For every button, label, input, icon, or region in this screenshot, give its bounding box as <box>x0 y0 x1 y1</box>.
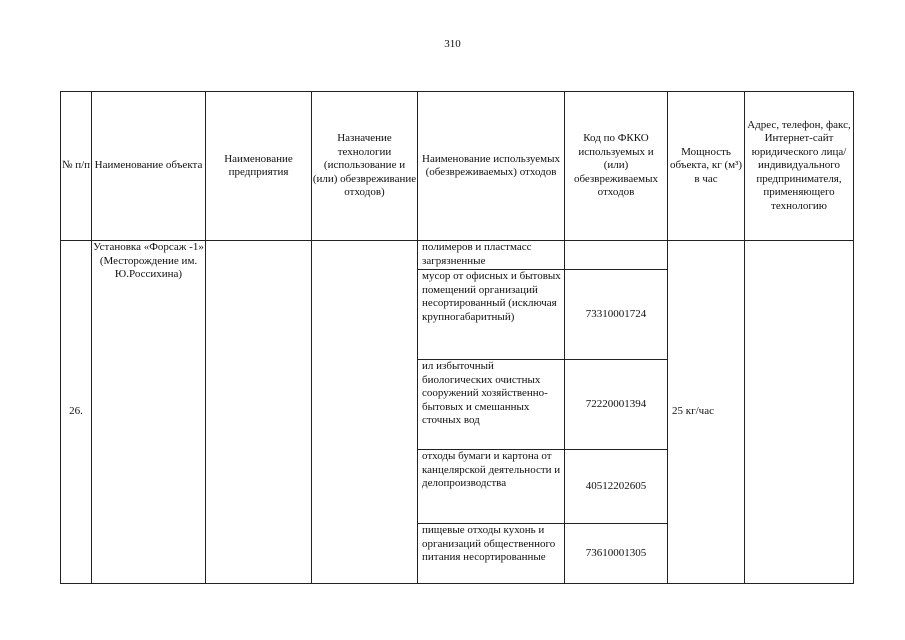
waste-code: 73310001724 <box>565 270 668 360</box>
header-fkko-code: Код по ФККО используемых и (или) обезвреживаемых отходов <box>565 92 668 241</box>
record-object: Установка «Форсаж -1» (Месторождение им. Ю.Россихина) <box>92 241 206 584</box>
header-enterprise: Наименование предприятия <box>206 92 312 241</box>
waste-name: полимеров и пластмасс загрязненные <box>418 241 565 270</box>
record-purpose <box>312 241 418 584</box>
waste-name: отходы бумаги и картона от канцелярской деятельности и делопроизводства <box>418 450 565 524</box>
header-purpose: Назначение технологии (использование и (или) обезвреживание отходов) <box>312 92 418 241</box>
waste-code: 72220001394 <box>565 360 668 450</box>
header-row <box>61 92 854 241</box>
table-row <box>61 241 854 270</box>
record-num: 26. <box>61 241 92 584</box>
record-address <box>745 241 854 584</box>
header-address: Адрес, телефон, факс, Интернет-сайт юридического лица/индивидуального предпринимателя, применяющего технологию <box>745 92 854 241</box>
record-capacity: 25 кг/час <box>668 241 745 584</box>
page-number: 310 <box>444 38 461 50</box>
header-waste-name: Наименование используемых (обезвреживаемых) отходов <box>418 92 565 241</box>
header-object: Наименование объекта <box>92 92 206 241</box>
header-num: № п/п <box>61 92 92 241</box>
waste-technology-table <box>60 91 854 584</box>
waste-name: мусор от офисных и бытовых помещений организаций несортированный (исключая крупногабаритный) <box>418 270 565 360</box>
waste-code <box>565 241 668 270</box>
waste-code: 73610001305 <box>565 524 668 584</box>
waste-name: пищевые отходы кухонь и организаций общественного питания несортированные <box>418 524 565 584</box>
waste-name: ил избыточный биологических очистных сооружений хозяйственно-бытовых и смешанных сточных вод <box>418 360 565 450</box>
waste-code: 40512202605 <box>565 450 668 524</box>
header-capacity: Мощность объекта, кг (м³) в час <box>668 92 745 241</box>
record-enterprise <box>206 241 312 584</box>
